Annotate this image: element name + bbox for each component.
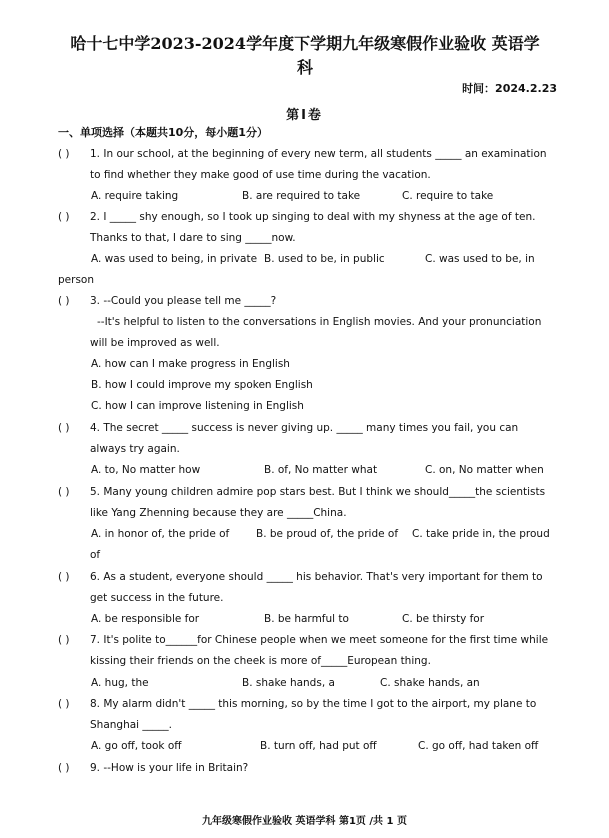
option-a: A. require taking [91,190,179,202]
part-title: 一、单项选择（本题共10分，每小题1分） [58,126,268,139]
option-b: B. are required to take [242,190,361,202]
title-line-1: 哈十七中学2023-2024学年度下学期九年级寒假作业验收 英语学 [70,34,540,53]
question-text: kissing their friends on the cheek is more of_____European thing. [90,655,431,667]
question-text: 2. I _____ shy enough, so I took up singing to deal with my shyness at the age of ten. [90,211,536,223]
option-c: C. require to take [402,190,494,202]
answer-paren[interactable]: ( ) [58,571,70,583]
question-text: --It's helpful to listen to the conversations in English movies. And your pronunciation [97,316,542,328]
title-line-2: 科 [296,58,313,77]
page-footer: 九年级寒假作业验收 英语学科 第1页 /共 1 页 [202,816,407,827]
option-c: C. how I can improve listening in English [91,400,304,412]
question-text: Shanghai _____. [90,719,173,731]
question-text: will be improved as well. [90,337,220,349]
exam-date: 时间：2024.2.23 [462,82,557,95]
question-text: Thanks to that, I dare to sing _____now. [90,232,296,244]
answer-paren[interactable]: ( ) [58,422,70,434]
question-text: like Yang Zhenning because they are _____China. [90,507,347,519]
option-a: A. go off, took off [91,740,182,752]
question-text: get success in the future. [90,592,224,604]
option-b: B. turn off, had put off [260,740,377,752]
question-text: 4. The secret _____ success is never giving up. _____ many times you fail, you can [90,422,519,434]
option-a: A. be responsible for [91,613,200,625]
option-c: C. go off, had taken off [418,740,539,752]
option-b: B. be harmful to [264,613,349,625]
exam-title [40,32,570,80]
question-text: 7. It's polite to______for Chinese people when we meet someone for the first time while [90,634,549,646]
answer-paren[interactable]: ( ) [58,634,70,646]
answer-paren[interactable]: ( ) [58,486,70,498]
option-c: C. on, No matter when [425,464,544,476]
question-text: 8. My alarm didn't _____ this morning, so by the time I got to the airport, my plane to [90,698,537,710]
option-c: C. shake hands, an [380,677,480,689]
option-c-continued: of [90,549,101,561]
option-b: B. be proud of, the pride of [256,528,399,540]
answer-paren[interactable]: ( ) [58,211,70,223]
option-c: C. be thirsty for [402,613,485,625]
option-b: B. of, No matter what [264,464,378,476]
question-text: to find whether they make good of use time during the vacation. [90,169,431,181]
question-text: 9. --How is your life in Britain? [90,762,249,774]
option-c: C. take pride in, the proud [412,528,550,540]
answer-paren[interactable]: ( ) [58,762,70,774]
option-a: A. was used to being, in private [91,253,258,265]
option-c: C. was used to be, in [425,253,535,265]
answer-paren[interactable]: ( ) [58,295,70,307]
answer-paren[interactable]: ( ) [58,148,70,160]
question-text: 3. --Could you please tell me _____? [90,295,277,307]
option-a: A. hug, the [91,677,149,689]
answer-paren[interactable]: ( ) [58,698,70,710]
question-text: 5. Many young children admire pop stars best. But I think we should_____the scientists [90,486,546,498]
option-b: B. shake hands, a [242,677,335,689]
question-text: 6. As a student, everyone should _____ his behavior. That's very important for them to [90,571,543,583]
option-b: B. how I could improve my spoken English [91,379,313,391]
question-text: always try again. [90,443,180,455]
section-title: 第I卷 [286,108,323,123]
option-a: A. to, No matter how [91,464,201,476]
option-b: B. used to be, in public [264,253,385,265]
option-c-continued: person [58,274,94,286]
question-text: 1. In our school, at the beginning of every new term, all students _____ an examination [90,148,547,160]
option-a: A. how can I make progress in English [91,358,290,370]
option-a: A. in honor of, the pride of [91,528,230,540]
